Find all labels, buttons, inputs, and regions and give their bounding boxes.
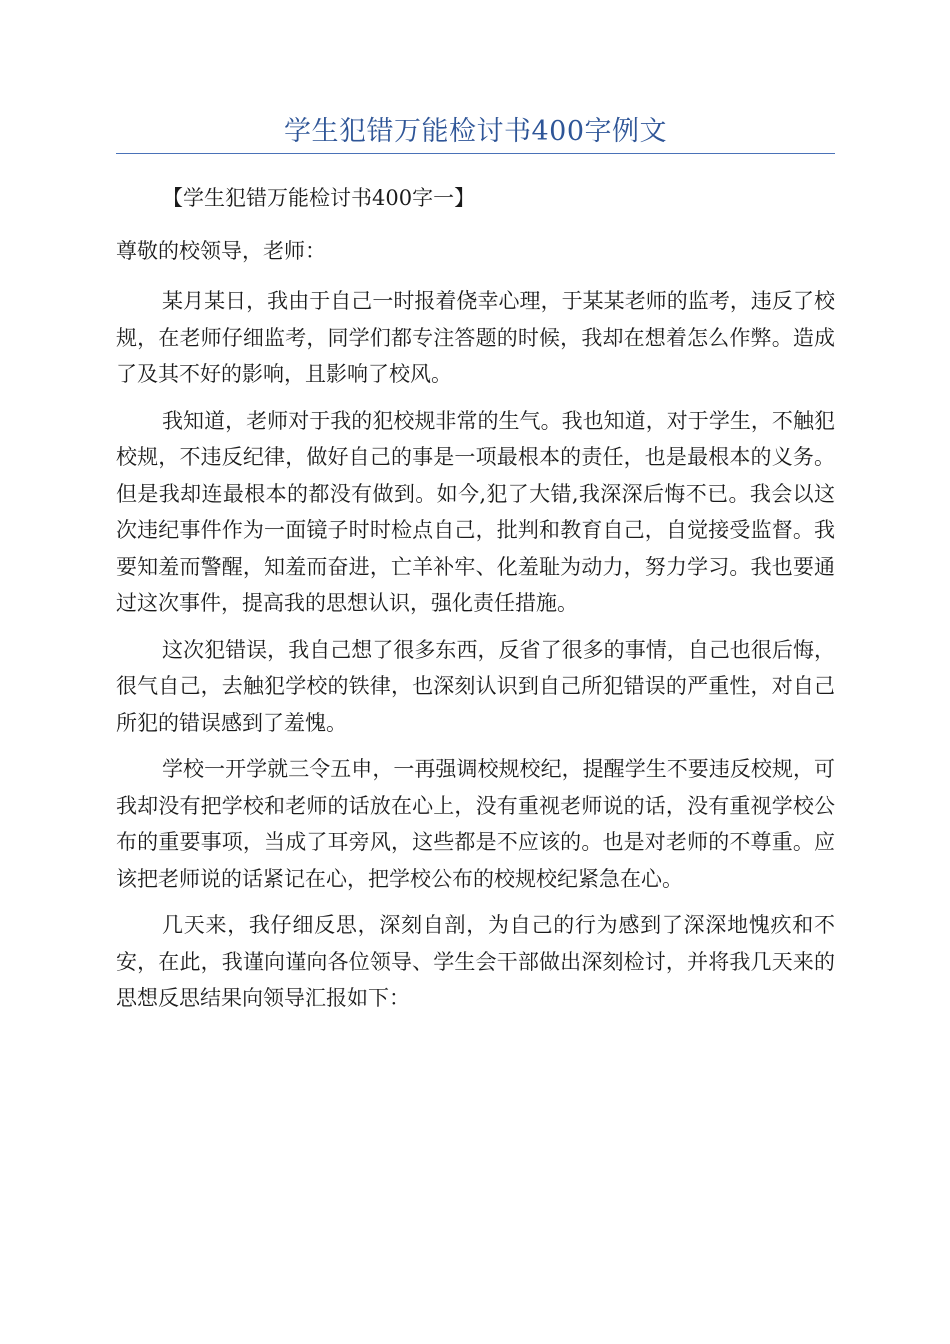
- paragraph-2: 我知道，老师对于我的犯校规非常的生气。我也知道，对于学生，不触犯校规，不违反纪律，做好自己的事是一项最根本的责任，也是最根本的义务。但是我却连最根本的都没有做到。如今,犯了大错,我深深后悔不已。我会以这次违纪事件作为一面镜子时时检点自己，批判和教育自己，自觉接受监督。我要知羞而警醒，知羞而奋进，亡羊补牢、化羞耻为动力，努力学习。我也要通过这次事件，提高我的思想认识，强化责任措施。: [116, 408, 835, 615]
- title-underline: [116, 153, 835, 154]
- paragraph-3: 这次犯错误，我自己想了很多东西，反省了很多的事情，自己也很后悔，很气自己，去触犯学校的铁律，也深刻认识到自己所犯错误的严重性，对自己所犯的错误感到了羞愧。: [116, 637, 835, 735]
- document-body: [116, 180, 835, 1017]
- document-title: 学生犯错万能检讨书400字例文: [283, 116, 668, 147]
- document-page: [116, 0, 835, 1027]
- paragraph-5: 几天来，我仔细反思，深刻自剖，为自己的行为感到了深深地愧疚和不安，在此，我谨向谨向各位领导、学生会干部做出深刻检讨，并将我几天来的思想反思结果向领导汇报如下：: [116, 913, 835, 1010]
- salutation: 尊敬的校领导，老师：: [116, 238, 326, 263]
- paragraph-1: 某月某日，我由于自己一时报着侥幸心理，于某某老师的监考，违反了校规，在老师仔细监考，同学们都专注答题的时候，我却在想着怎么作弊。造成了及其不好的影响，且影响了校风。: [116, 289, 835, 386]
- section-heading: 【学生犯错万能检讨书400字一】: [162, 186, 476, 210]
- paragraph-4: 学校一开学就三令五申，一再强调校规校纪，提醒学生不要违反校规，可我却没有把学校和老师的话放在心上，没有重视老师说的话，没有重视学校公布的重要事项，当成了耳旁风，这些都是不应该的。也是对老师的不尊重。应该把老师说的话紧记在心，把学校公布的校规校纪紧急在心。: [116, 757, 835, 891]
